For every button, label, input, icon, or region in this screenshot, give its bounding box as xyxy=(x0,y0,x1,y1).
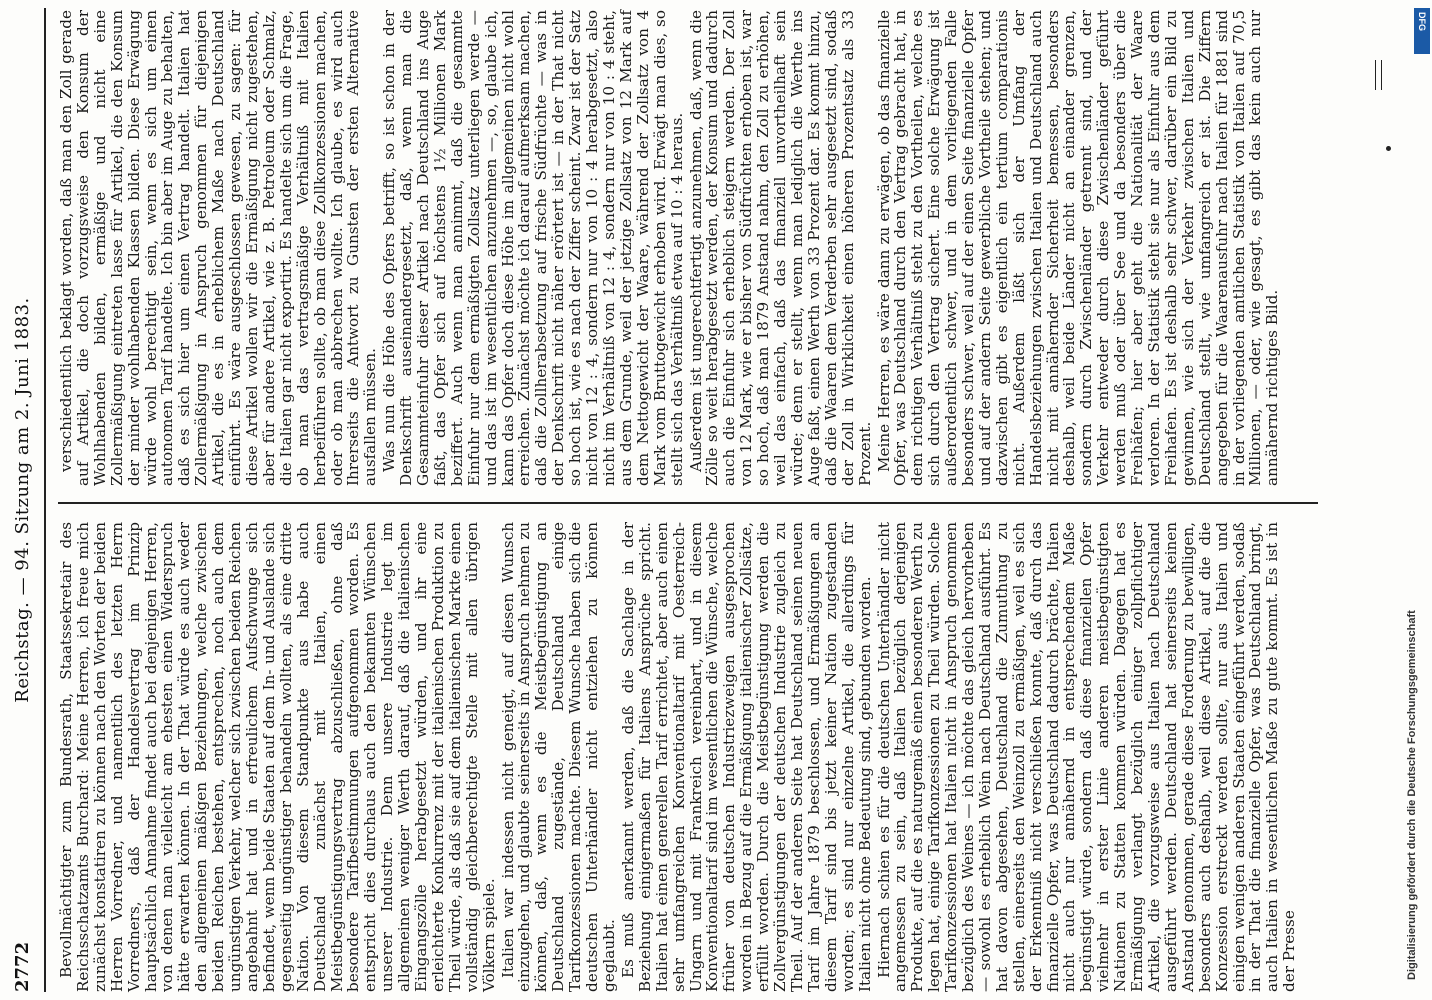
paragraph: Was nun die Höhe des Opfers betrifft, so ist schon in der Denkschrift auseinandergesetzt, daß, wenn man die Gesammteinfuhr dieser Artikel nach Deutschland ins Auge faßt, das Opfer sich auf höchstens 1½ Millionen Mark beziffert. Auch wenn man annimmt, daß die gesammte Einfuhr nur dem ermäßigten Zollsatz unterliegen werde — und das ist im wesentlichen anzunehmen —, so, glaube ich, kann das Opfer doch diese Höhe im allgemeinen nicht wohl erreichen. Zunächst möchte ich darauf aufmerksam machen, daß die Zollherabsetzung auf frische Südfrüchte — was in der Denkschrift nicht näher erörtert ist — in der That nicht so hoch ist, wie es nach der Ziffer scheint. Zwar ist der Satz nicht von 12 : 4, sondern nur von 10 : 4 herabgesetzt, also nicht im Verhältniß von 12 : 4, sondern nur von 10 : 4 steht, aus dem Grunde, weil der jetzige Zollsatz von 12 Mark auf dem Nettogewicht der Waare, während der Zollsatz von 4 Mark vom Bruttogewicht erhoben wird. Erwägt man dies, so stellt sich das Verhältniß etwa auf 10 : 4 heraus. xyxy=(380,10,686,486)
scan-speck xyxy=(1386,146,1391,151)
paragraph: Es muß anerkannt werden, daß die Sachlage in der Beziehung einigermaßen für Italiens Ansprüche spricht. Italien hat einen generellen Tarif errichtet, aber auch einen sehr umfangreichen Konventionaltarif mit Oesterreich-Ungarn und mit Frankreich vereinbart, und in diesem Konventionaltarif sind im wesentlichen die Wünsche, welche früher von deutschen Industriezweigen ausgesprochen worden in Bezug auf die Ermäßigung italienischer Zollsätze, erfüllt worden. Durch die Meistbegünstigung werden die Zollvergünstigungen der deutschen Industrie zugleich zu Theil. Auf der anderen Seite hat Deutschland seinen neuen Tarif im Jahre 1879 beschlossen, und Ermäßigungen an diesem Tarif sind bis jetzt keiner Nation zugestanden worden; es sind nur einzelne Artikel, die allerdings für Italien nicht ohne Bedeutung sind, gebunden worden. xyxy=(618,522,874,992)
paragraph: Italien war indessen nicht geneigt, auf diesen Wunsch einzugehen, und glaubte seinerseits in Anspruch nehmen zu können, daß, wenn es die Meistbegünstigung an Deutschland zugestände, Deutschland einige Tarifkonzessionen machte. Diesem Wunsche haben sich die deutschen Unterhändler nicht entziehen zu können geglaubt. xyxy=(498,522,618,992)
paragraph: Hiernach schien es für die deutschen Unterhändler nicht angemessen zu sein, daß Italien bezüglich derjenigen Produkte, auf die es naturgemäß einen besonderen Werth zu legen hat, einige Tarifkonzessionen zu Theil würden. Solche Tarifkonzessionen hat Italien nicht in Anspruch genommen bezüglich des Weines — ich möchte das gleich hervorheben — sowohl es erheblich Wein nach Deutschland ausführt. Es hat davon abgesehen, Deutschland die Zumuthung zu stellen, einerseits den Weinzoll zu ermäßigen, weil es sich der Erkenntniß nicht verschließen konnte, daß durch das finanzielle Opfer, was Deutschland dadurch brächte, Italien nicht auch nur annähernd in entsprechendem Maße begünstigt würde, sondern daß diese finanziellen Opfer vielmehr in erster Linie anderen meistbegünstigten Nationen zu Statten kommen würden. Dagegen hat es Ermäßigung verlangt bezüglich einiger zollpflichtiger Artikel, die vorzugsweise aus Italien nach Deutschland ausgeführt werden. Deutschland hat seinerseits keinen Anstand genommen, gerade diese Forderung zu bewilligen, besonders auch deshalb, weil diese Artikel, auf die die Konzession erstreckt werden sollte, nur aus Italien und einigen wenigen anderen Staaten eingeführt werden, sodaß in der That die finanzielle Opfer, was Deutschland bringt, auch Italien in wesentlichen Maße zu gute kommt. Es ist in der Presse xyxy=(874,522,1299,992)
page-header-title: Reichstag. — 94. Sitzung am 2. Juni 1883. xyxy=(12,297,33,703)
scan-edge-line xyxy=(1381,60,1382,90)
column-divider xyxy=(58,502,1318,504)
paragraph: Außerdem ist ungerechtfertigt anzunehmen, daß, wenn die Zölle so weit herabgesetzt werden, der Konsum und dadurch auch die Einfuhr sich erheblich steigern werden. Der Zoll von 12 Mark, wie er bisher von Südfrüchten erhoben ist, war so hoch, daß man 1879 Anstand nahm, den Zoll zu erhöhen, weil das einfach, daß das finanziell unvortheilhaft sein würde; denn er stellt, wenn man lediglich die Werthe ins Auge faßt, einen Werth von 33 Prozent dar. Es kommt hinzu, daß die Waaren dem Verderben sehr ausgesetzt sind, sodaß der Zoll in Wirklichkeit einen höheren Prozentsatz als 33 Prozent. xyxy=(686,10,874,486)
paragraph: Meine Herren, es wäre dann zu erwägen, ob das finanzielle Opfer, was Deutschland durch den Vertrag gebracht hat, in dem richtigen Verhältniß steht zu den Vortheilen, welche es sich durch den Vertrag sichert. Eine solche Erwägung ist außerordentlich schwer, und in dem vorliegenden Falle besonders schwer, weil auf der einen Seite finanzielle Opfer und auf der andern Seite gewerbliche Vortheile stehen; und dazwischen gibt es eigentlich ein tertium comparationis nicht. Außerdem läßt sich der Umfang der Handelsbeziehungen zwischen Italien und Deutschland auch nicht mit annähernder Sicherheit bemessen, besonders deshalb, weil beide Länder nicht an einander grenzen, sondern durch Zwischenländer getrennt sind, und der Verkehr entweder durch diese Zwischenländer geführt werden muß oder über See und da besonders über die Freihäfen; hier aber geht die Nationalität der Waare verloren. In der Statistik steht sie nur als Einfuhr aus dem Freihafen. Es ist deshalb sehr schwer, darüber ein Bild zu gewinnen, wie sich der Verkehr zwischen Italien und Deutschland stellt, wie umfangreich er ist. Die Ziffern angegeben für die Waarenausfuhr nach Italien für 1881 sind in der vorliegenden amtlichen Statistik von Italien auf 70,5 Millionen, — oder, wie gesagt, es gibt das kein auch nur annähernd richtiges Bild. xyxy=(874,10,1282,486)
header-rule xyxy=(44,8,46,992)
text-column-left xyxy=(58,522,1300,992)
page-number: 2772 xyxy=(12,941,33,992)
scanned-page: 2772 Reichstag. — 94. Sitzung am 2. Juni 1883. Bevollmächtigter zum Bundesrath, Staatssekretair des Reichsschatzamts Burchard: Meine Herren, ich freue mich zunächst konstatiren zu können nach den Worten der beiden Herren Vorredner, und namentlich des letzten Herrn Vorredners, daß der Handelsvertrag im Prinzip hauptsächlich Annahme findet auch bei denjenigen Herren, von denen man vielleicht am ehesten einen Widerspruch hätte erwarten können. In der That würde es auch weder den allgemeinen mäßigen Beziehungen, welche zwischen beiden Reichen bestehen, entsprechen, noch auch dem ungünstigen Verkehr, welcher sich zwischen beiden Reichen angebahnt hat und in erfreulichem Aufschwunge sich befindet, wenn beide Staaten auf dem In- und Auslande sich gegenseitig ungünstiger behandeln wollten, als eine dritte Nation. Von diesem Standpunkte aus habe auch Deutschland zunächst mit Italien, einen Meistbegünstigungsvertrag abzuschließen, ohne daß besondere Tarifbestimmungen aufgenommen worden. Es entspricht dies durchaus auch den bekannten Wünschen unserer Industrie. Denn unsere Industrie legt im allgemeinen weniger Werth darauf, daß die italienischen Eingangszölle herabgesetzt würden, und ihr eine erleichterte Konkurrenz mit der italienischen Produktion zu Theil würde, als daß sie auf dem italienischen Markte einen vollständig gleichberechtigte Stelle mit allen übrigen Völkern spiele. Italien war indessen nicht geneigt, auf diesen Wunsch einzugehen, und glaubte seinerseits in Anspruch nehmen zu können, daß, wenn es die Meistbegünstigung an Deutschland zugestände, Deutschland einige Tarifkonzessionen machte. Diesem Wunsche haben sich die deutschen Unterhändler nicht entziehen zu können geglaubt. Es muß anerkannt werden, daß die Sachlage in der Beziehung einigermaßen für Italiens Ansprüche spricht. Italien hat einen generellen Tarif errichtet, aber auch einen sehr umfangreichen Konventionaltarif mit Oesterreich-Ungarn und mit Frankreich vereinbart, und in diesem Konventionaltarif sind im wesentlichen die Wünsche, welche früher von deutschen Industriezweigen ausgesprochen worden in Bezug auf die Ermäßigung italienischer Zollsätze, erfüllt worden. Durch die Meistbegünstigung werden die Zollvergünstigungen der deutschen Industrie zugleich zu Theil. Auf der anderen Seite hat Deutschland seinen neuen Tarif im Jahre 1879 beschlossen, und Ermäßigungen an diesem Tarif sind bis jetzt keiner Nation zugestanden worden; es sind nur einzelne Artikel, die allerdings für Italien nicht ohne Bedeutung sind, gebunden worden. Hiernach schien es für die deutschen Unterhändler nicht angemessen zu sein, daß Italien bezüglich derjenigen Produkte, auf die es naturgemäß einen besonderen Werth zu legen hat, einige Tarifkonzessionen zu Theil würden. Solche Tarifkonzessionen hat Italien nicht in Anspruch genommen bezüglich des Weines — ich möchte das gleich hervorheben — sowohl es erheblich Wein nach Deutschland ausführt. Es hat davon abgesehen, Deutschland die Zumuthung zu stellen, einerseits den Weinzoll zu ermäßigen, weil es sich der Erkenntniß nicht verschließen konnte, daß durch das finanzielle Opfer, was Deutschland dadurch brächte, Italien nicht auch nur annähernd in entsprechendem Maße begünstigt würde, sondern daß diese finanziellen Opfer vielmehr in erster Linie anderen meistbegünstigten Nationen zu Statten kommen würden. Dagegen hat es Ermäßigung verlangt bezüglich einiger zollpflichtiger Artikel, die vorzugsweise aus Italien nach Deutschland ausgeführt werden. Deutschland hat seinerseits keinen Anstand genommen, gerade diese Forderung zu bewilligen, besonders auch deshalb, weil diese Artikel, auf die die Konzession erstreckt werden sollte, nur aus Italien und einigen wenigen anderen Staaten eingeführt werden, sodaß in der That die finanzielle Opfer, was Deutschland bringt, auch Italien in wesentlichen Maße zu gute kommt. Es ist in der Presse verschiedentlich beklagt worden, daß man den Zoll gerade auf Artikel, die doch vorzugsweise den Konsum der Wohlhabenden bilden, ermäßige und nicht eine Zollermäßigung eintreten lasse für Artikel, die den Konsum der minder wohlhabenden Klassen bilden. Diese Erwägung würde wohl berechtigt sein, wenn es sich um einen autonomen Tarif handelte. Ich bin aber im Auge zu behalten, daß es sich hier um einen Vertrag handelt. Italien hat Zollermäßigung in Anspruch genommen für diejenigen Artikel, die es in erheblichem Maße nach Deutschland einführt. Es wäre ausgeschlossen gewesen, zu sagen: für diese Artikel wollen wir die Ermäßigung nicht zugestehen, aber für andere Artikel, wie z. B. Petroleum oder Schmalz, die Italien gar nicht exportirt. Es handelte sich um die Frage, ob man das vertragsmäßige Verhältniß mit Italien herbeiführen sollte, ob man diese Zollkonzessionen machen, oder ob man abbrechen wollte. Ich glaube, es wird auch Ihrerseits die Antwort zu Gunsten der ersten Alternative ausfallen müssen. Was nun die Höhe des Opfers betrifft, so ist schon in der Denkschrift auseinandergesetzt, daß, wenn man die Gesammteinfuhr dieser Artikel nach Deutschland ins Auge faßt, das Opfer sich auf höchstens 1½ Millionen Mark beziffert. Auch wenn man annimmt, daß die gesammte Einfuhr nur dem ermäßigten Zollsatz unterliegen werde — und das ist im wesentlichen anzunehmen —, so, glaube ich, kann das Opfer doch diese Höhe im allgemeinen nicht wohl erreichen. Zunächst möchte ich darauf aufmerksam machen, daß die Zollherabsetzung auf frische Südfrüchte — was in der Denkschrift nicht näher erörtert ist — in der That nicht so hoch ist, wie es nach der Ziffer scheint. Zwar ist der Satz nicht von 12 : 4, sondern nur von 10 : 4 herabgesetzt, also nicht im Verhältniß von 12 : 4, sondern nur von 10 : 4 steht, aus dem Grunde, weil der jetzige Zollsatz von 12 Mark auf dem Nettogewicht der Waare, während der Zollsatz von 4 Mark vom Bruttogewicht erhoben wird. Erwägt man dies, so stellt sich das Verhältniß etwa auf 10 : 4 heraus. Außerdem ist ungerechtfertigt anzunehmen, daß, wenn die Zölle so weit herabgesetzt werden, der Konsum und dadurch auch die Einfuhr sich erheblich steigern werden. Der Zoll von 12 Mark, wie er bisher von Südfrüchten erhoben ist, war so hoch, daß man 1879 Anstand nahm, den Zoll zu erhöhen, weil das einfach, daß das finanziell unvortheilhaft sein würde; denn er stellt, wenn man lediglich die Werthe ins Auge faßt, einen Werth von 33 Prozent dar. Es kommt hinzu, daß die Waaren dem Verderben sehr ausgesetzt sind, sodaß der Zoll in Wirklichkeit einen höheren Prozentsatz als 33 Prozent. Meine Herren, es wäre dann zu erwägen, ob das finanzielle Opfer, was Deutschland durch den Vertrag gebracht hat, in dem richtigen Verhältniß steht zu den Vortheilen, welche es sich durch den Vertrag sichert. Eine solche Erwägung ist außerordentlich schwer, und in dem vorliegenden Falle besonders schwer, weil auf der einen Seite finanzielle Opfer und auf der andern Seite gewerbliche Vortheile stehen; und dazwischen gibt es eigentlich ein tertium comparationis nicht. Außerdem läßt sich der Umfang der Handelsbeziehungen zwischen Italien und Deutschland auch nicht mit annähernder Sicherheit bemessen, besonders deshalb, weil beide Länder nicht an einander grenzen, sondern durch Zwischenländer getrennt sind, und der Verkehr entweder durch diese Zwischenländer geführt werden muß oder über See und da besonders über die Freihäfen; hier aber geht die Nationalität der Waare verloren. In der Statistik steht sie nur als Einfuhr aus dem Freihafen. Es ist deshalb sehr schwer, darüber ein Bild zu gewinnen, wie sich der Verkehr zwischen Italien und Deutschland stellt, wie umfangreich er ist. Die Ziffern angegeben für die Waarenausfuhr nach Italien für 1881 sind in der vorliegenden amtlichen Statistik von Italien auf 70,5 Millionen, — oder, wie gesagt, es gibt das kein auch nur annähernd richtiges Bild. DFG Digitalisierung gefördert durch die Deutsche Forschungsgemeinschaft xyxy=(0,0,1432,1000)
dfg-logo: DFG xyxy=(1414,8,1430,54)
paragraph: verschiedentlich beklagt worden, daß man den Zoll gerade auf Artikel, die doch vorzugsweise den Konsum der Wohlhabenden bilden, ermäßige und nicht eine Zollermäßigung eintreten lasse für Artikel, die den Konsum der minder wohlhabenden Klassen bilden. Diese Erwägung würde wohl berechtigt sein, wenn es sich um einen autonomen Tarif handelte. Ich bin aber im Auge zu behalten, daß es sich hier um einen Vertrag handelt. Italien hat Zollermäßigung in Anspruch genommen für diejenigen Artikel, die es in erheblichem Maße nach Deutschland einführt. Es wäre ausgeschlossen gewesen, zu sagen: für diese Artikel wollen wir die Ermäßigung nicht zugestehen, aber für andere Artikel, wie z. B. Petroleum oder Schmalz, die Italien gar nicht exportirt. Es handelte sich um die Frage, ob man das vertragsmäßige Verhältniß mit Italien herbeiführen sollte, ob man diese Zollkonzessionen machen, oder ob man abbrechen wollte. Ich glaube, es wird auch Ihrerseits die Antwort zu Gunsten der ersten Alternative ausfallen müssen. xyxy=(57,10,380,486)
paragraph: Bevollmächtigter zum Bundesrath, Staatssekretair des Reichsschatzamts Burchard: Meine Herren, ich freue mich zunächst konstatiren zu können nach den Worten der beiden Herren Vorredner, und namentlich des letzten Herrn Vorredners, daß der Handelsvertrag im Prinzip hauptsächlich Annahme findet auch bei denjenigen Herren, von denen man vielleicht am ehesten einen Widerspruch hätte erwarten können. In der That würde es auch weder den allgemeinen mäßigen Beziehungen, welche zwischen beiden Reichen bestehen, entsprechen, noch auch dem ungünstigen Verkehr, welcher sich zwischen beiden Reichen angebahnt hat und in erfreulichem Aufschwunge sich befindet, wenn beide Staaten auf dem In- und Auslande sich gegenseitig ungünstiger behandeln wollten, als eine dritte Nation. Von diesem Standpunkte aus habe auch Deutschland zunächst mit Italien, einen Meistbegünstigungsvertrag abzuschließen, ohne daß besondere Tarifbestimmungen aufgenommen worden. Es entspricht dies durchaus auch den bekannten Wünschen unserer Industrie. Denn unsere Industrie legt im allgemeinen weniger Werth darauf, daß die italienischen Eingangszölle herabgesetzt würden, und ihr eine erleichterte Konkurrenz mit der italienischen Produktion zu Theil würde, als daß sie auf dem italienischen Markte einen vollständig gleichberechtigte Stelle mit allen übrigen Völkern spiele. xyxy=(57,522,498,992)
scan-edge-line xyxy=(1375,60,1376,90)
text-column-right xyxy=(58,10,1283,486)
